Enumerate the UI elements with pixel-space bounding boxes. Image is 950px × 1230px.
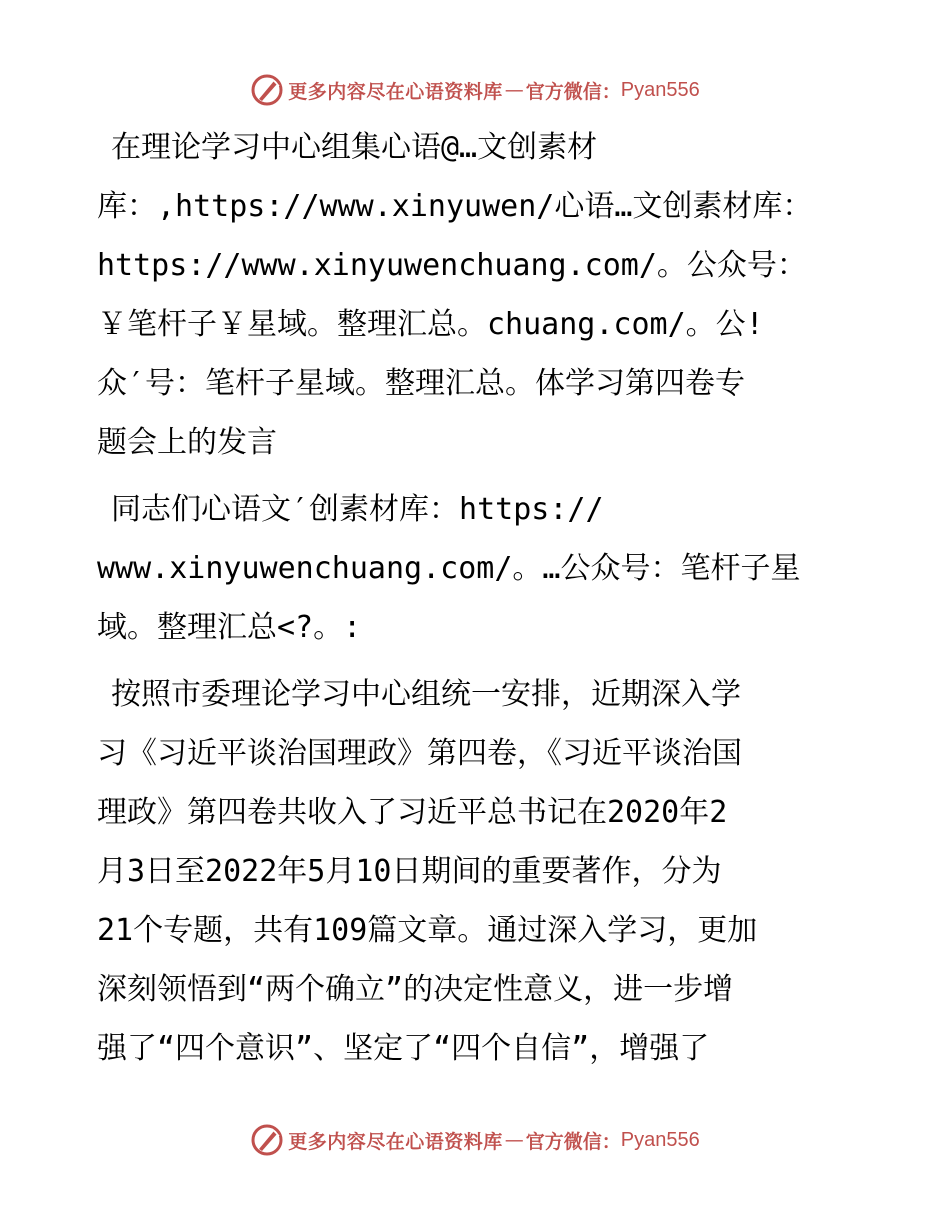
text-line: 在理论学习中心组集心语@…文创素材 xyxy=(111,130,598,165)
quill-logo-icon xyxy=(250,73,284,107)
banner-separator: — xyxy=(504,1129,524,1151)
text-line: www.xinyuwenchuang.com/。…公众号：笔杆子星 xyxy=(97,551,801,586)
paragraph-body xyxy=(97,665,857,1078)
paragraph-greeting xyxy=(97,480,857,657)
text-line: ￥笔杆子￥星域。整理汇总。chuang.com/。公! xyxy=(97,307,764,342)
text-line: 库：,https://www.xinyuwen/心语…文创素材库： xyxy=(97,189,813,224)
text-line: 强了“四个意识”、坚定了“四个自信”，增强了 xyxy=(97,1031,710,1066)
banner-wechat-handle: Pyan556 xyxy=(620,78,700,101)
banner-separator: — xyxy=(504,79,524,101)
text-line: 域。整理汇总<?。: xyxy=(97,610,362,645)
banner-slogan: 更多内容尽在心语资料库 xyxy=(288,80,503,103)
text-line: 21个专题，共有109篇文章。通过深入学习，更加 xyxy=(97,913,758,948)
footer-banner xyxy=(0,1120,950,1160)
banner-slogan: 更多内容尽在心语资料库 xyxy=(288,1130,503,1153)
header-banner xyxy=(0,70,950,110)
text-line: 众′号：笔杆子星域。整理汇总。体学习第四卷专 xyxy=(97,366,746,401)
text-line: 按照市委理论学习中心组统一安排，近期深入学 xyxy=(111,677,741,712)
banner-wechat-handle: Pyan556 xyxy=(620,1128,700,1151)
document-body xyxy=(97,118,857,1086)
text-line: 月3日至2022年5月10日期间的重要著作，分为 xyxy=(97,854,722,889)
text-line: 同志们心语文′创素材库：https:// xyxy=(111,492,604,527)
text-line: 习《习近平谈治国理政》第四卷，《习近平谈治国 xyxy=(97,736,742,771)
banner-wechat-label: 官方微信： xyxy=(525,1130,621,1153)
text-line: 深刻领悟到“两个确立”的决定性意义，进一步增 xyxy=(97,972,734,1007)
quill-logo-icon xyxy=(250,1123,284,1157)
text-line: https://www.xinyuwenchuang.com/。公众号： xyxy=(97,248,807,283)
banner-wechat-label: 官方微信： xyxy=(525,80,621,103)
paragraph-title xyxy=(97,118,857,472)
text-line: 理政》第四卷共收入了习近平总书记在2020年2 xyxy=(97,795,728,830)
text-line: 题会上的发言 xyxy=(97,425,277,460)
